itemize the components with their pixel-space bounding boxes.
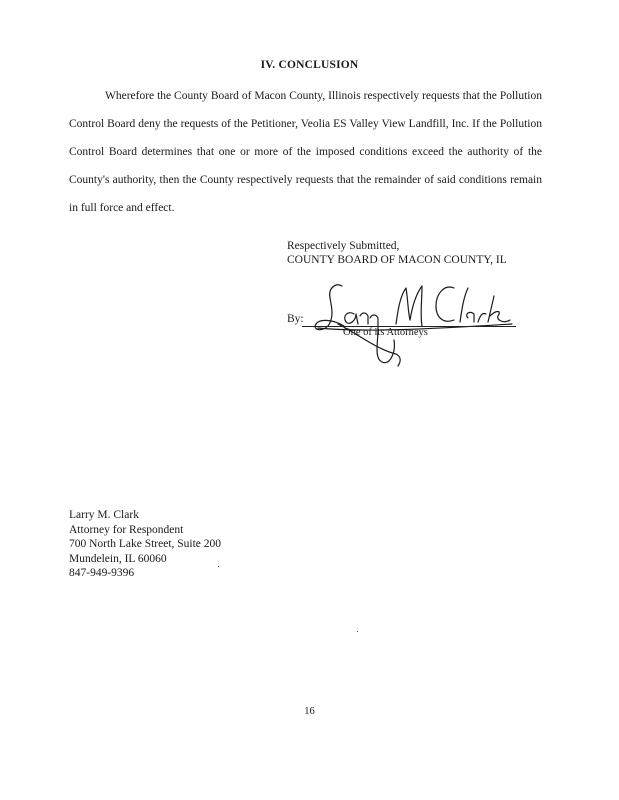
scan-speck	[357, 631, 358, 632]
conclusion-text: Wherefore the County Board of Macon County, Illinois respectively requests that the Pollution Control Board deny the requests of the Petitioner, Veolia ES Valley View Landfill, Inc. If the Pollution Control Board determines that one or more of the imposed conditions exceed the authority of the County's authority, then the County respectively requests that the remainder of said conditions remain in full force and effect.	[69, 90, 542, 214]
conclusion-paragraph	[69, 82, 542, 222]
handwritten-signature	[298, 274, 528, 370]
attorney-phone: 847-949-9396	[69, 567, 135, 579]
signature-block	[287, 239, 507, 267]
scan-speck	[218, 566, 219, 567]
party-line: COUNTY BOARD OF MACON COUNTY, IL	[287, 254, 507, 266]
attorney-street: 700 North Lake Street, Suite 200	[69, 538, 222, 550]
by-label: By:	[287, 313, 304, 325]
attorney-city: Mundelein, IL 60060	[69, 552, 167, 565]
attorney-role: Attorney for Respondent	[69, 523, 184, 536]
signature-caption: One of its Attorneys	[343, 327, 428, 338]
section-heading: IV. CONCLUSION	[260, 59, 359, 71]
page-number: 16	[304, 706, 315, 717]
attorney-name: Larry M. Clark	[69, 509, 139, 521]
submitted-line: Respectively Submitted,	[287, 240, 400, 252]
attorney-address	[69, 508, 221, 581]
